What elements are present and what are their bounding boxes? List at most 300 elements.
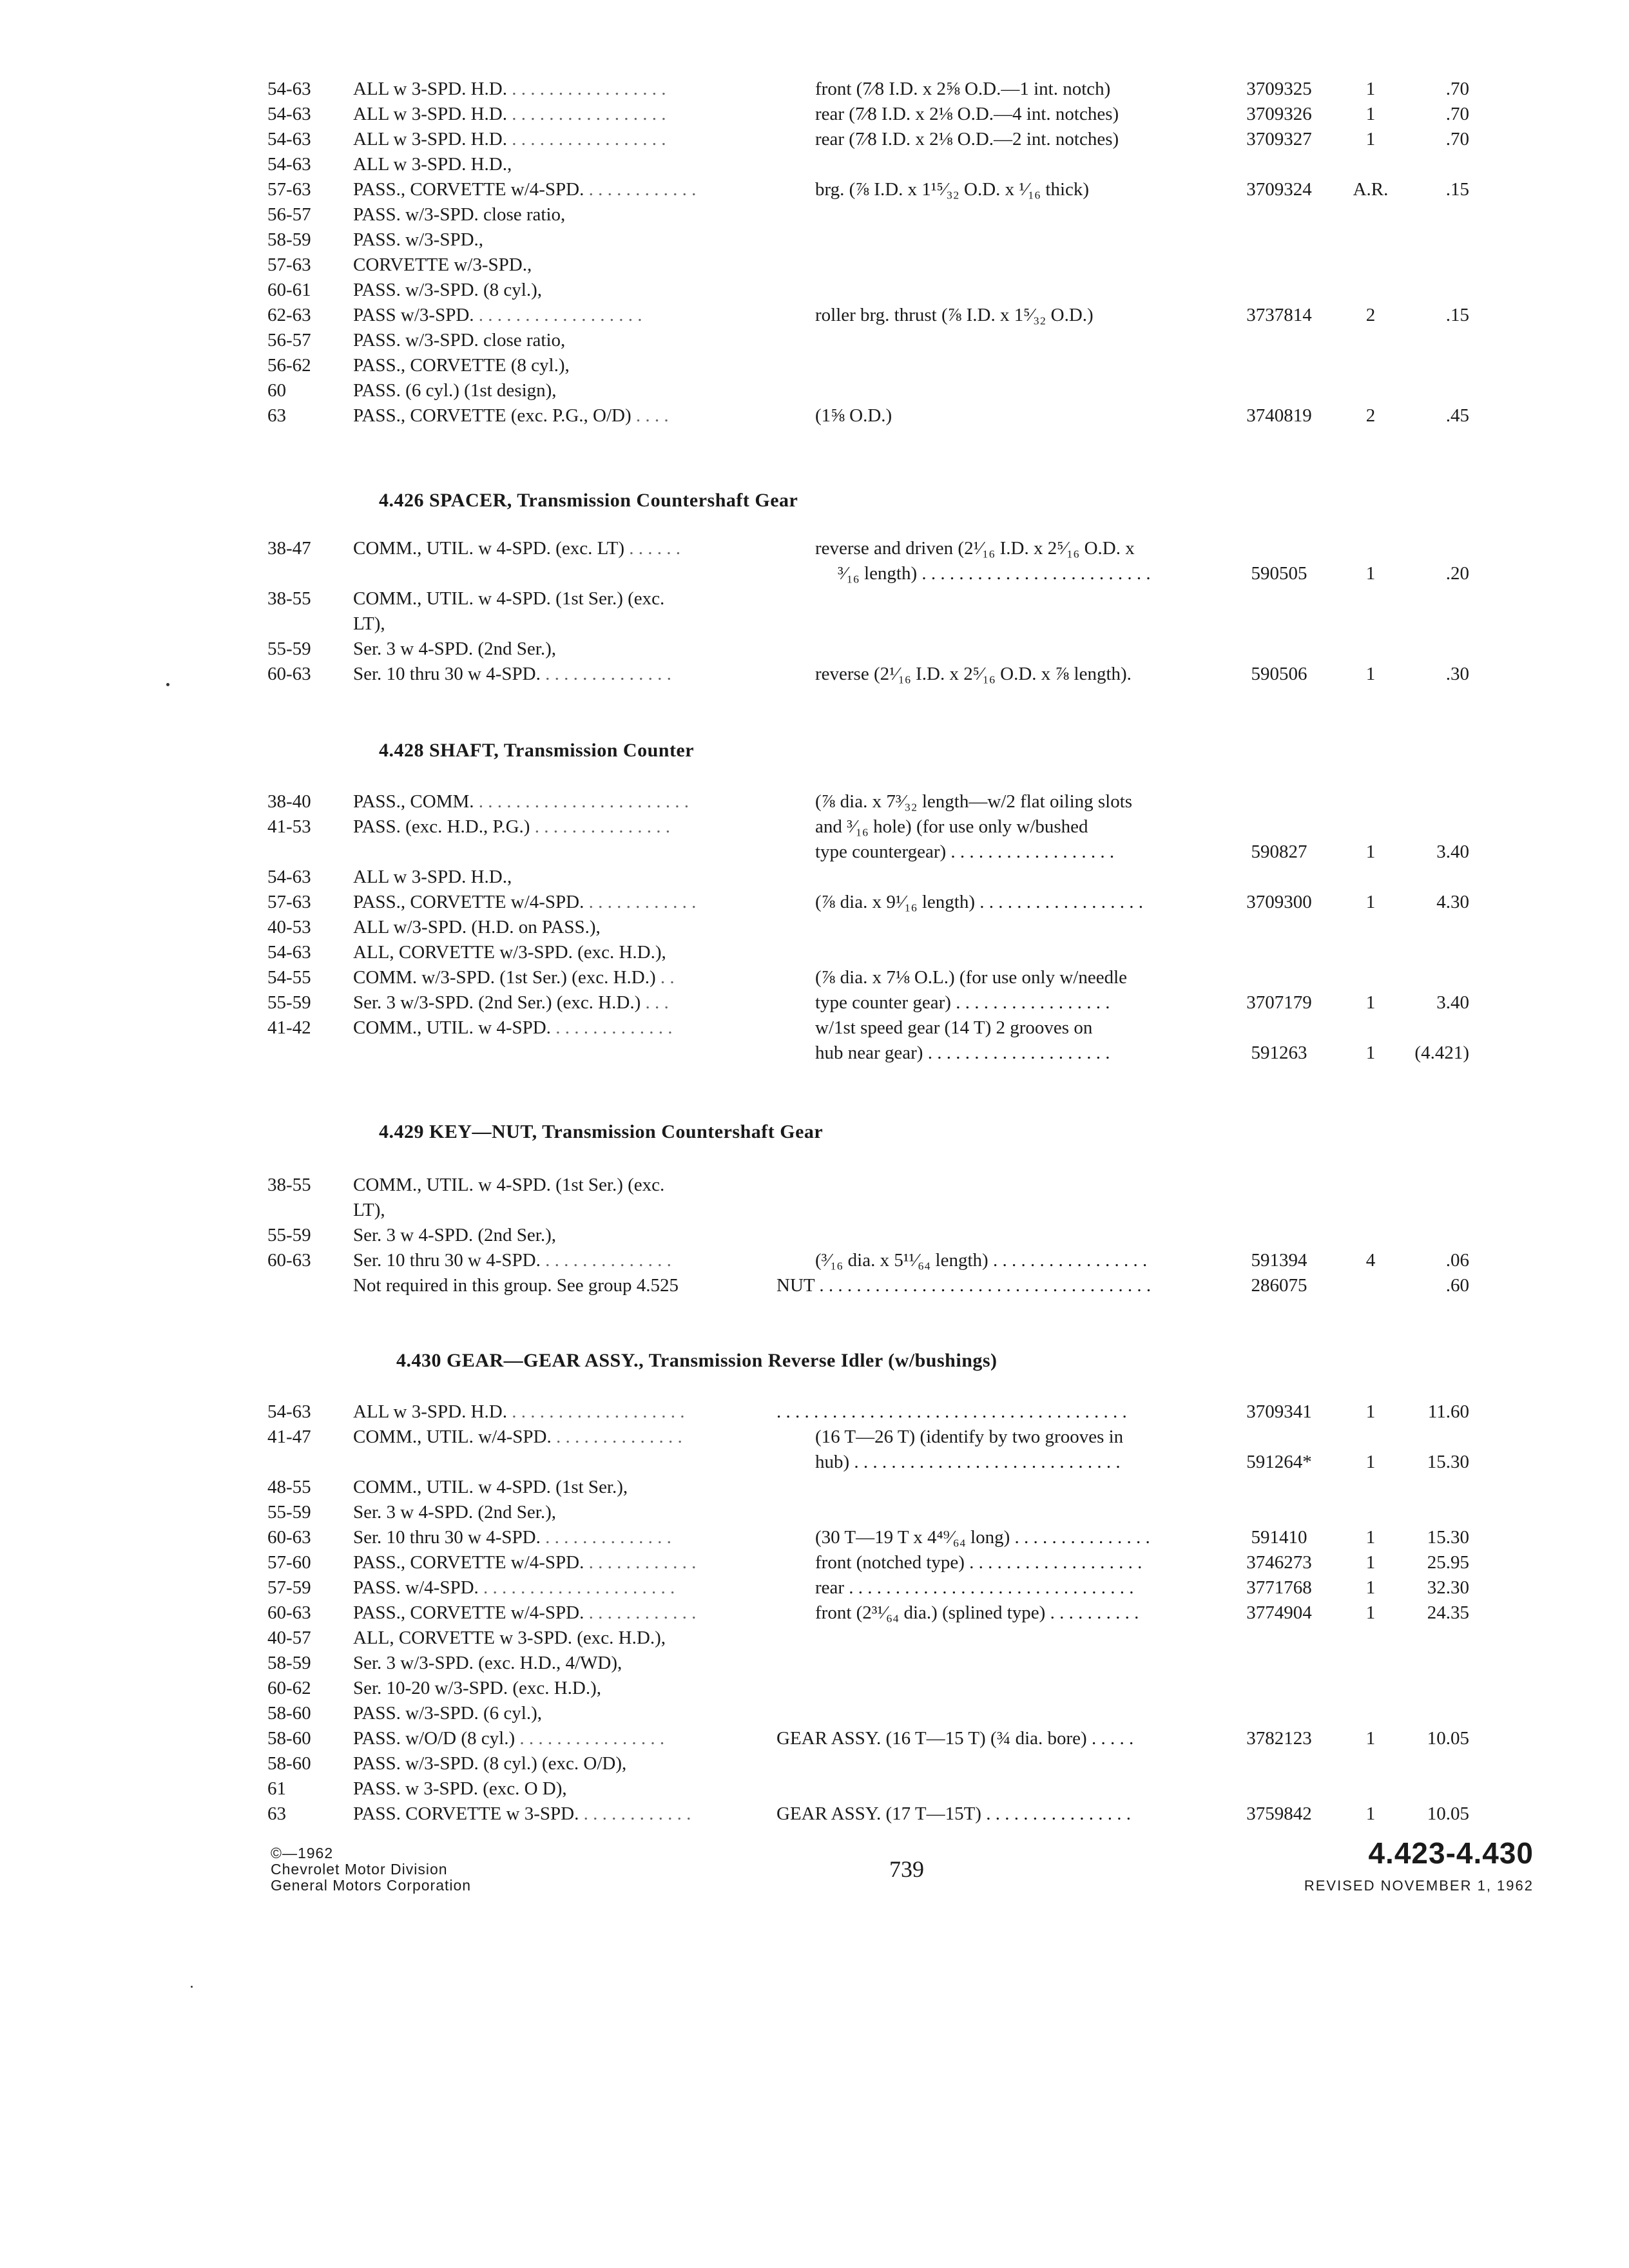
footer-group-info xyxy=(1263,1836,1534,1894)
section-heading: 4.430 GEAR—GEAR ASSY., Transmission Reverse Idler (w/bushings) xyxy=(396,1350,998,1371)
quantity: 1 xyxy=(1365,1552,1376,1573)
model-years: 60 xyxy=(267,380,286,401)
leader-dots: . . . . . . . . . . . . . . . . . xyxy=(512,79,666,99)
application xyxy=(353,202,747,227)
application xyxy=(353,536,747,561)
part-number: 3709341 xyxy=(1246,1401,1312,1422)
application-text: Ser. 3 w 4-SPD. (2nd Ser.), xyxy=(353,1225,556,1245)
application xyxy=(353,1425,747,1450)
table-row xyxy=(0,1575,1629,1600)
model-years: 58-59 xyxy=(267,229,311,250)
quantity: 1 xyxy=(1365,563,1376,584)
model-years: 40-53 xyxy=(267,917,311,937)
table-row xyxy=(0,328,1629,353)
price: 11.60 xyxy=(1427,1401,1469,1422)
application xyxy=(353,865,747,890)
application-text: COMM., UTIL. w 4-SPD. xyxy=(353,1017,551,1038)
part-number: 3709324 xyxy=(1246,179,1312,200)
table-row xyxy=(0,1802,1629,1827)
model-years: 60-63 xyxy=(267,1250,311,1271)
application xyxy=(353,814,747,840)
application-text: PASS., CORVETTE (exc. P.G., O/D) xyxy=(353,405,631,426)
table-row xyxy=(0,1475,1629,1500)
table-row xyxy=(0,840,1629,865)
description: front (2³¹⁄₆₄ dia.) (splined type) . . . . . . . . . . xyxy=(815,1602,1139,1623)
price: .70 xyxy=(1445,79,1469,99)
application xyxy=(353,611,747,637)
quantity: 2 xyxy=(1365,405,1376,426)
table-row xyxy=(0,303,1629,328)
table-row xyxy=(0,814,1629,840)
table-row xyxy=(0,403,1629,428)
table-row xyxy=(0,611,1629,637)
application xyxy=(353,77,747,102)
table-row xyxy=(0,1550,1629,1575)
model-years: 60-63 xyxy=(267,1527,311,1548)
model-years: 60-61 xyxy=(267,280,311,300)
description: (1⅝ O.D.) xyxy=(815,405,892,426)
application-text: Ser. 3 w 4-SPD. (2nd Ser.), xyxy=(353,639,556,659)
application-text: PASS. w/O/D (8 cyl.) xyxy=(353,1728,516,1749)
part-number: 590827 xyxy=(1251,841,1307,862)
application-text: PASS. w/3-SPD., xyxy=(353,229,484,250)
application-text: ALL w 3-SPD. H.D. xyxy=(353,1401,507,1422)
application-text: PASS. (6 cyl.) (1st design), xyxy=(353,380,557,401)
application-text: PASS., CORVETTE (8 cyl.), xyxy=(353,355,570,376)
description: front (7⁄8 I.D. x 2⅝ O.D.—1 int. notch) xyxy=(815,79,1111,99)
quantity: 1 xyxy=(1365,841,1376,862)
quantity: 1 xyxy=(1365,79,1376,99)
application xyxy=(353,1626,747,1651)
leader-dots: . . . . . . . . . . . . . . . xyxy=(534,816,670,837)
table-row xyxy=(0,1015,1629,1041)
description: (⅞ dia. x 7⅛ O.L.) (for use only w/needle xyxy=(815,967,1128,988)
model-years: 54-55 xyxy=(267,967,311,988)
application xyxy=(353,278,747,303)
table-row xyxy=(0,890,1629,915)
table-row xyxy=(0,202,1629,227)
quantity: 1 xyxy=(1365,1803,1376,1824)
table-row xyxy=(0,227,1629,253)
part-number: 3737814 xyxy=(1246,305,1312,325)
table-row xyxy=(0,1450,1629,1475)
application xyxy=(353,303,747,328)
model-years: 54-63 xyxy=(267,129,311,149)
model-years: 58-60 xyxy=(267,1703,311,1724)
leader-dots: . . . . . . . . . . . . . . . . . . xyxy=(478,305,642,325)
model-years: 55-59 xyxy=(267,992,311,1013)
leader-dots: . . . xyxy=(645,992,669,1013)
leader-dots: . . . . . . . . . . . . xyxy=(588,892,697,912)
application-text: Ser. 3 w 4-SPD. (2nd Ser.), xyxy=(353,1502,556,1523)
quantity: 1 xyxy=(1365,992,1376,1013)
application xyxy=(353,328,747,353)
price: 32.30 xyxy=(1427,1577,1469,1598)
description: NUT . . . . . . . . . . . . . . . . . . . . . . . . . . . . . . . . . . . . xyxy=(776,1275,1152,1296)
description: (⅞ dia. x 9¹⁄₁₆ length) . . . . . . . . . . . . . . . . . . xyxy=(815,892,1143,912)
application xyxy=(353,253,747,278)
description: GEAR ASSY. (16 T—15 T) (¾ dia. bore) . . . . . xyxy=(776,1728,1134,1749)
application-text: ALL, CORVETTE w 3-SPD. (exc. H.D.), xyxy=(353,1628,666,1648)
leader-dots: . . . . . . . . . . . . . . . . xyxy=(519,1728,665,1749)
model-years: 56-62 xyxy=(267,355,311,376)
part-number: 3759842 xyxy=(1246,1803,1312,1824)
model-years: 58-59 xyxy=(267,1653,311,1673)
application xyxy=(353,1273,747,1298)
model-years: 38-55 xyxy=(267,588,311,609)
application xyxy=(353,1600,747,1626)
part-number: 591264* xyxy=(1246,1452,1312,1472)
quantity: 1 xyxy=(1365,1527,1376,1548)
description: and ³⁄₁₆ hole) (for use only w/bushed xyxy=(815,816,1088,837)
price: 10.05 xyxy=(1427,1803,1469,1824)
application xyxy=(353,1500,747,1525)
application xyxy=(353,1776,747,1802)
application-text: COMM., UTIL. w 4-SPD. (1st Ser.), xyxy=(353,1477,628,1497)
application-text: ALL, CORVETTE w/3-SPD. (exc. H.D.), xyxy=(353,942,666,963)
application xyxy=(353,403,747,428)
quantity: A.R. xyxy=(1353,179,1389,200)
part-number: 591263 xyxy=(1251,1043,1307,1063)
revised-date: REVISED NOVEMBER 1, 1962 xyxy=(1304,1878,1534,1894)
section-heading: 4.429 KEY—NUT, Transmission Countershaft Gear xyxy=(379,1121,824,1142)
table-row xyxy=(0,152,1629,177)
part-number: 590505 xyxy=(1251,563,1307,584)
application-text: ALL w 3-SPD. H.D. xyxy=(353,104,507,124)
model-years: 57-63 xyxy=(267,179,311,200)
part-number: 3709300 xyxy=(1246,892,1312,912)
leader-dots: . . . . . . . . . . . . . . . . . xyxy=(512,104,666,124)
application-text: COMM., UTIL. w 4-SPD. (exc. LT) xyxy=(353,538,625,559)
table-row xyxy=(0,1223,1629,1248)
application xyxy=(353,1701,747,1726)
description-continued: ³⁄₁₆ length) . . . . . . . . . . . . . . . . . . . . . . . . . xyxy=(838,563,1151,584)
model-years: 58-60 xyxy=(267,1728,311,1749)
description: w/1st speed gear (14 T) 2 grooves on xyxy=(815,1017,1093,1038)
description: (30 T—19 T x 4⁴⁹⁄₆₄ long) . . . . . . . . . . . . . . . xyxy=(815,1527,1150,1548)
model-years: 63 xyxy=(267,1803,286,1824)
model-years: 48-55 xyxy=(267,1477,311,1497)
quantity: 4 xyxy=(1365,1250,1376,1271)
application-text: COMM. w/3-SPD. (1st Ser.) (exc. H.D.) xyxy=(353,967,656,988)
application-text: Ser. 3 w/3-SPD. (2nd Ser.) (exc. H.D.) xyxy=(353,992,641,1013)
application xyxy=(353,1550,747,1575)
description: reverse and driven (2¹⁄₁₆ I.D. x 2⁵⁄₁₆ O.D. x xyxy=(815,538,1135,559)
application xyxy=(353,586,747,611)
leader-dots: . . . . . . . . . . . . . . . . . . . xyxy=(512,1401,685,1422)
application xyxy=(353,890,747,915)
price: 4.30 xyxy=(1436,892,1469,912)
application-text: LT), xyxy=(353,1200,385,1220)
model-years: 56-57 xyxy=(267,330,311,351)
application-text: ALL w 3-SPD. H.D., xyxy=(353,154,512,175)
table-row xyxy=(0,1726,1629,1751)
model-years: 57-63 xyxy=(267,255,311,275)
application xyxy=(353,1223,747,1248)
table-row xyxy=(0,789,1629,814)
table-row xyxy=(0,965,1629,990)
application-text: Not required in this group. See group 4.525 xyxy=(353,1275,679,1296)
table-row xyxy=(0,1399,1629,1425)
model-years: 61 xyxy=(267,1778,286,1799)
table-row xyxy=(0,1701,1629,1726)
leader-dots: . . . . . . . . . . . . . . xyxy=(545,1250,671,1271)
model-years: 41-53 xyxy=(267,816,311,837)
model-years: 54-63 xyxy=(267,867,311,887)
part-number: 591410 xyxy=(1251,1527,1307,1548)
application-text: Ser. 10 thru 30 w 4-SPD. xyxy=(353,1527,541,1548)
application xyxy=(353,1173,747,1198)
table-row xyxy=(0,1776,1629,1802)
description: (³⁄₁₆ dia. x 5¹¹⁄₆₄ length) . . . . . . . . . . . . . . . . . xyxy=(815,1250,1148,1271)
table-row xyxy=(0,1173,1629,1198)
application-text: ALL w 3-SPD. H.D. xyxy=(353,79,507,99)
table-row xyxy=(0,177,1629,202)
table-row xyxy=(0,1273,1629,1298)
model-years: 55-59 xyxy=(267,1225,311,1245)
leader-dots: . . . . . . . . . . . . . . xyxy=(556,1427,682,1447)
table-row xyxy=(0,990,1629,1015)
model-years: 55-59 xyxy=(267,1502,311,1523)
quantity: 1 xyxy=(1365,1043,1376,1063)
table-row xyxy=(0,1425,1629,1450)
price: 15.30 xyxy=(1427,1527,1469,1548)
copyright-line: ©—1962 xyxy=(271,1845,334,1861)
table-row xyxy=(0,1676,1629,1701)
application xyxy=(353,940,747,965)
application-text: PASS. w/3-SPD. close ratio, xyxy=(353,330,566,351)
section-heading: 4.426 SPACER, Transmission Countershaft Gear xyxy=(379,490,798,511)
model-years: 60-62 xyxy=(267,1678,311,1698)
table-row xyxy=(0,1500,1629,1525)
leader-dots: . . . . . . . . . . . . . . . . . xyxy=(512,129,666,149)
application xyxy=(353,1751,747,1776)
part-number: 3709327 xyxy=(1246,129,1312,149)
part-number: 3740819 xyxy=(1246,405,1312,426)
description: rear (7⁄8 I.D. x 2⅛ O.D.—2 int. notches) xyxy=(815,129,1119,149)
leader-dots: . . xyxy=(660,967,675,988)
price: 3.40 xyxy=(1436,841,1469,862)
parts-table xyxy=(0,789,1629,1066)
price: .30 xyxy=(1445,664,1469,684)
application xyxy=(353,1802,747,1827)
part-number: 3774904 xyxy=(1246,1602,1312,1623)
price: .15 xyxy=(1445,179,1469,200)
description: front (notched type) . . . . . . . . . . . . . . . . . . . xyxy=(815,1552,1142,1573)
application-text: COMM., UTIL. w/4-SPD. xyxy=(353,1427,552,1447)
application-text: PASS., CORVETTE w/4-SPD. xyxy=(353,1552,584,1573)
application-text: PASS. CORVETTE w 3-SPD. xyxy=(353,1803,579,1824)
description: hub near gear) . . . . . . . . . . . . . . . . . . . . xyxy=(815,1043,1110,1063)
division-line: Chevrolet Motor Division xyxy=(271,1861,448,1878)
description: (16 T—26 T) (identify by two grooves in xyxy=(815,1427,1124,1447)
quantity: 1 xyxy=(1365,664,1376,684)
table-row xyxy=(0,77,1629,102)
application-text: PASS. w/3-SPD. close ratio, xyxy=(353,204,566,225)
model-years: 54-63 xyxy=(267,942,311,963)
quantity: 1 xyxy=(1365,1602,1376,1623)
application-text: COMM., UTIL. w 4-SPD. (1st Ser.) (exc. xyxy=(353,1175,665,1195)
leader-dots: . . . . . . . . . . . . . . . . . . . . . xyxy=(483,1577,675,1598)
footer-publisher xyxy=(271,1845,471,1894)
group-range: 4.423-4.430 xyxy=(1368,1836,1534,1870)
price: 3.40 xyxy=(1436,992,1469,1013)
application-text: PASS. w/4-SPD. xyxy=(353,1577,479,1598)
application-text: ALL w/3-SPD. (H.D. on PASS.), xyxy=(353,917,601,937)
application-text: Ser. 3 w/3-SPD. (exc. H.D., 4/WD), xyxy=(353,1653,622,1673)
quantity: 1 xyxy=(1365,1728,1376,1749)
leader-dots: . . . . . . . . . . . . xyxy=(588,179,697,200)
table-row xyxy=(0,253,1629,278)
application-text: ALL w 3-SPD. H.D., xyxy=(353,867,512,887)
price: 15.30 xyxy=(1427,1452,1469,1472)
application xyxy=(353,353,747,378)
table-row xyxy=(0,1525,1629,1550)
application xyxy=(353,965,747,990)
table-row xyxy=(0,1248,1629,1273)
application-text: PASS. w 3-SPD. (exc. O D), xyxy=(353,1778,567,1799)
price: .70 xyxy=(1445,129,1469,149)
description: . . . . . . . . . . . . . . . . . . . . . . . . . . . . . . . . . . . . . . xyxy=(776,1401,1127,1422)
application xyxy=(353,915,747,940)
table-row xyxy=(0,102,1629,127)
application xyxy=(353,152,747,177)
application xyxy=(353,990,747,1015)
quantity: 1 xyxy=(1365,1452,1376,1472)
table-row xyxy=(0,1041,1629,1066)
parts-table xyxy=(0,1173,1629,1298)
model-years: 56-57 xyxy=(267,204,311,225)
part-number: 3782123 xyxy=(1246,1728,1312,1749)
description: brg. (⅞ I.D. x 1¹⁵⁄₃₂ O.D. x ¹⁄₁₆ thick) xyxy=(815,179,1090,200)
price: 10.05 xyxy=(1427,1728,1469,1749)
model-years: 60-63 xyxy=(267,1602,311,1623)
model-years: 38-55 xyxy=(267,1175,311,1195)
application xyxy=(353,1525,747,1550)
leader-dots: . . . . . . . . . . . . xyxy=(583,1803,691,1824)
application xyxy=(353,637,747,662)
model-years: 60-63 xyxy=(267,664,311,684)
price: .45 xyxy=(1445,405,1469,426)
price: .15 xyxy=(1445,305,1469,325)
table-row xyxy=(0,1198,1629,1223)
parts-table xyxy=(0,536,1629,687)
description: rear . . . . . . . . . . . . . . . . . . . . . . . . . . . . . . . xyxy=(815,1577,1134,1598)
application-text: PASS., CORVETTE w/4-SPD. xyxy=(353,892,584,912)
leader-dots: . . . . . . . . . . . . xyxy=(588,1552,697,1573)
description: type counter gear) . . . . . . . . . . . . . . . . . xyxy=(815,992,1110,1013)
quantity: 1 xyxy=(1365,129,1376,149)
model-years: 55-59 xyxy=(267,639,311,659)
quantity: 1 xyxy=(1365,104,1376,124)
table-row xyxy=(0,940,1629,965)
application xyxy=(353,789,747,814)
quantity: 2 xyxy=(1365,305,1376,325)
application xyxy=(353,1399,747,1425)
description: GEAR ASSY. (17 T—15T) . . . . . . . . . . . . . . . . xyxy=(776,1803,1131,1824)
table-row xyxy=(0,865,1629,890)
quantity: 1 xyxy=(1365,1401,1376,1422)
application-text: PASS. w/3-SPD. (8 cyl.), xyxy=(353,280,543,300)
application xyxy=(353,1248,747,1273)
application xyxy=(353,1726,747,1751)
part-number: 3709326 xyxy=(1246,104,1312,124)
application-text: Ser. 10 thru 30 w 4-SPD. xyxy=(353,1250,541,1271)
table-row xyxy=(0,1751,1629,1776)
model-years: 54-63 xyxy=(267,1401,311,1422)
model-years: 41-42 xyxy=(267,1017,311,1038)
quantity: 1 xyxy=(1365,892,1376,912)
part-number: 590506 xyxy=(1251,664,1307,684)
application-text: PASS. w/3-SPD. (6 cyl.), xyxy=(353,1703,543,1724)
application xyxy=(353,1475,747,1500)
leader-dots: . . . . . . . . . . . . . . . . . . . . . . . xyxy=(478,791,689,812)
application-text: PASS w/3-SPD. xyxy=(353,305,474,325)
corporation-line: General Motors Corporation xyxy=(271,1877,472,1894)
table-row xyxy=(0,637,1629,662)
application xyxy=(353,227,747,253)
application-text: Ser. 10-20 w/3-SPD. (exc. H.D.), xyxy=(353,1678,602,1698)
leader-dots: . . . . . . . . . . . . . . xyxy=(545,664,671,684)
leader-dots: . . . . . . . . . . . . . xyxy=(555,1017,673,1038)
price: .60 xyxy=(1445,1275,1469,1296)
table-row xyxy=(0,378,1629,403)
application-text: ALL w 3-SPD. H.D. xyxy=(353,129,507,149)
application xyxy=(353,378,747,403)
table-row xyxy=(0,127,1629,152)
part-number: 3746273 xyxy=(1246,1552,1312,1573)
application-text: COMM., UTIL. w 4-SPD. (1st Ser.) (exc. xyxy=(353,588,665,609)
application-text: Ser. 10 thru 30 w 4-SPD. xyxy=(353,664,541,684)
application-text: CORVETTE w/3-SPD., xyxy=(353,255,532,275)
leader-dots: . . . . . . . . . . . . . . xyxy=(545,1527,671,1548)
application-text: PASS., COMM. xyxy=(353,791,474,812)
page-number: 739 xyxy=(889,1856,924,1882)
model-years: 38-47 xyxy=(267,538,311,559)
description: rear (7⁄8 I.D. x 2⅛ O.D.—4 int. notches) xyxy=(815,104,1119,124)
print-speck xyxy=(191,1986,193,1988)
part-number: 3771768 xyxy=(1246,1577,1312,1598)
table-row xyxy=(0,278,1629,303)
leader-dots: . . . . . . . . . . . . xyxy=(588,1602,697,1623)
application xyxy=(353,1015,747,1041)
description: roller brg. thrust (⅞ I.D. x 1⁵⁄₃₂ O.D.) xyxy=(815,305,1094,325)
application xyxy=(353,1651,747,1676)
table-row xyxy=(0,353,1629,378)
model-years: 40-57 xyxy=(267,1628,311,1648)
table-row xyxy=(0,662,1629,687)
model-years: 57-63 xyxy=(267,892,311,912)
table-row xyxy=(0,915,1629,940)
price: .70 xyxy=(1445,104,1469,124)
parts-table xyxy=(0,1399,1629,1827)
application xyxy=(353,1575,747,1600)
description: type countergear) . . . . . . . . . . . . . . . . . . xyxy=(815,841,1115,862)
quantity: 1 xyxy=(1365,1577,1376,1598)
part-number: 3707179 xyxy=(1246,992,1312,1013)
table-row xyxy=(0,586,1629,611)
model-years: 54-63 xyxy=(267,154,311,175)
model-years: 41-47 xyxy=(267,1427,311,1447)
application-text: PASS. (exc. H.D., P.G.) xyxy=(353,816,530,837)
application-text: PASS. w/3-SPD. (8 cyl.) (exc. O/D), xyxy=(353,1753,627,1774)
application xyxy=(353,1676,747,1701)
leader-dots: . . . . xyxy=(635,405,669,426)
application xyxy=(353,127,747,152)
section-heading: 4.428 SHAFT, Transmission Counter xyxy=(379,740,695,761)
part-number: 591394 xyxy=(1251,1250,1307,1271)
price: .06 xyxy=(1445,1250,1469,1271)
